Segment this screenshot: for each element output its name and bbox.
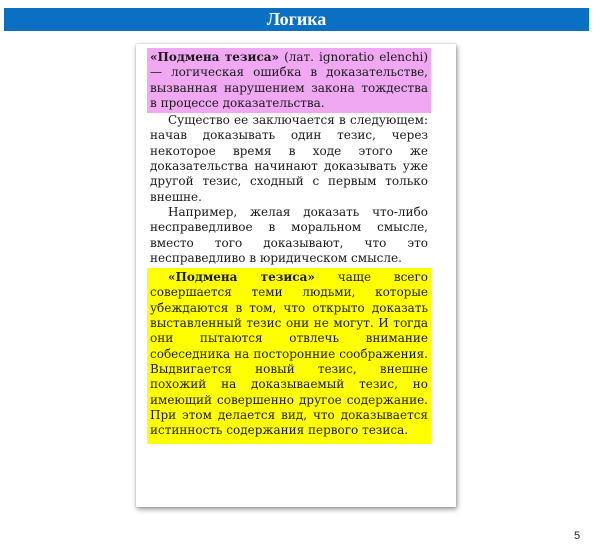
- highlighted-body: чаще всего совершается теми людьми, которые убеждаются в том, что открыто доказать выставленный тезис они не могут. И тогда они пытаются отвлечь внимание собеседника на посторонние соображения. Выдвигается новый тезис, внешне похожий на доказываемый тезис, но имеющий совершенно другое содержание. При этом делается вид, что доказывается истинность содержания первого тезиса.: [150, 270, 428, 438]
- definition-body: (лат. ignoratio elenchi) — логическая ошибка в доказательстве, вызванная нарушением закона тождества в процессе доказательства.: [150, 50, 428, 110]
- example-paragraph: Например, желая доказать что-либо несправедливое в моральном смысле, вместо того доказывают, что это несправедливо в юридическом смысле.: [150, 204, 428, 265]
- highlighted-paragraph: [147, 268, 431, 444]
- definition-term: «Подмена тезиса»: [150, 50, 280, 64]
- page-number: 5: [574, 530, 581, 542]
- highlighted-term: «Подмена тезиса»: [168, 270, 315, 285]
- definition-paragraph: [147, 48, 431, 113]
- explanation-paragraph: Существо ее заключается в следующем: начав доказывать один тезис, через некоторое время в ходе этого же доказательства начинают доказывать уже другой тезис, сходный с первым только внешне.: [150, 113, 428, 204]
- slide-title: Логика: [266, 9, 327, 29]
- slide-title-bar: [4, 8, 589, 31]
- page-text: [147, 48, 431, 444]
